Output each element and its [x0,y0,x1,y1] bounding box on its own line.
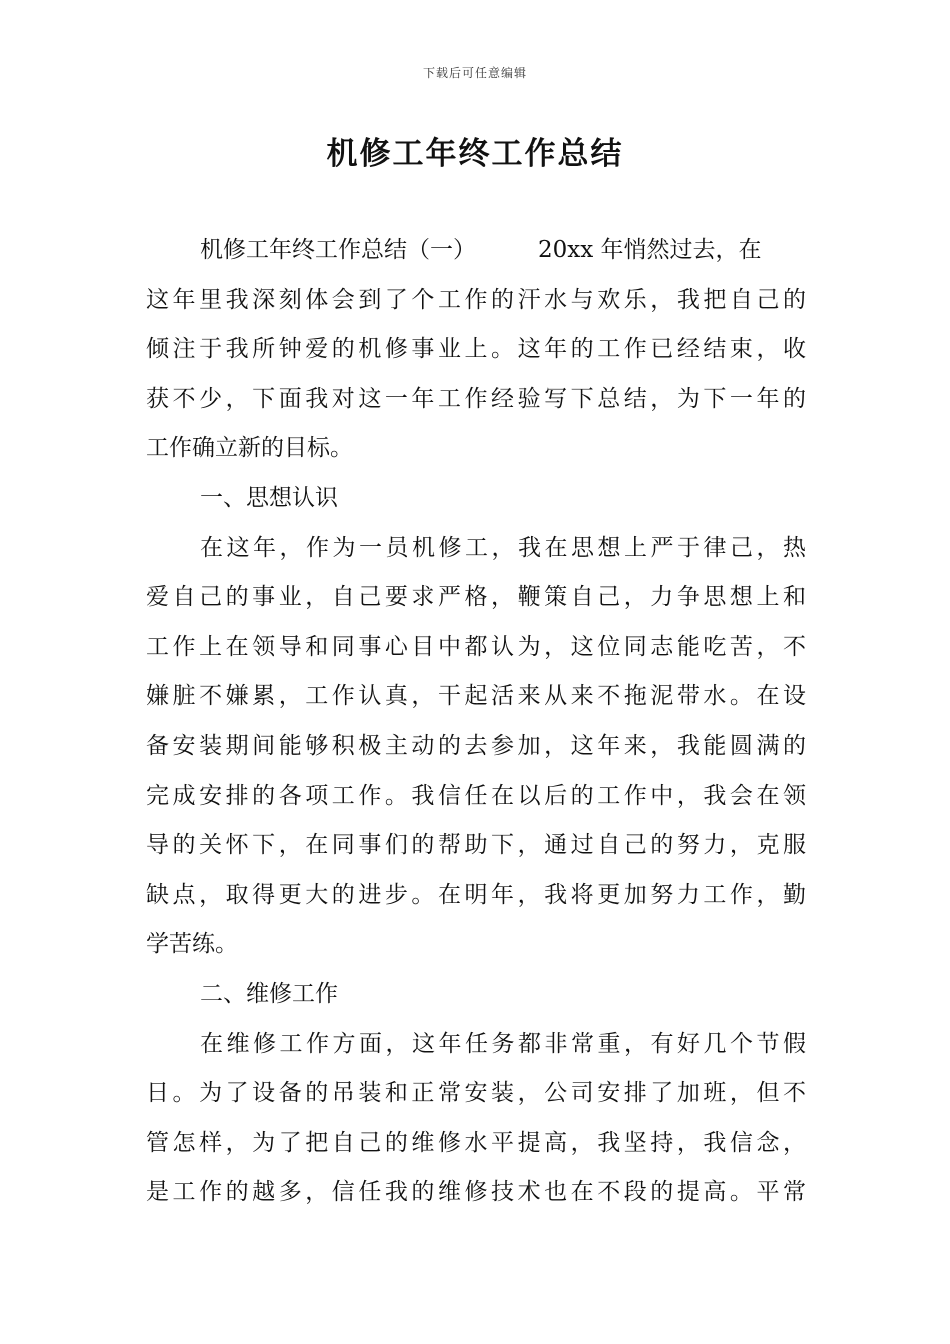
page-header-note: 下载后可任意编辑 [422,66,527,80]
body-line: 是工作的越多，信任我的维修技术也在不段的提高。平常 [146,1179,806,1206]
body-line: 学苦练。 [146,931,238,958]
body-line: 爱自己的事业，自己要求严格，鞭策自己，力争思想上和 [146,584,806,611]
body-line: 嫌脏不嫌累，工作认真，干起活来从来不拖泥带水。在设 [146,683,806,710]
body-line: 工作上在领导和同事心目中都认为，这位同志能吃苦，不 [146,633,806,660]
body-line: 二、维修工作 [200,980,338,1007]
body-line: 这年里我深刻体会到了个工作的汗水与欢乐，我把自己的 [146,286,806,313]
body-line-part: 机修工年终工作总结（一） [200,237,476,263]
body-line [146,226,806,276]
body-line: 在这年，作为一员机修工，我在思想上严于律己，热 [200,534,806,561]
body-line: 一、思想认识 [200,484,338,511]
body-line: 完成安排的各项工作。我信任在以后的工作中，我会在领 [146,782,806,809]
body-line: 导的关怀下，在同事们的帮助下，通过自己的努力，克服 [146,832,806,859]
document-title: 机修工年终工作总结 [326,136,624,172]
body-line: 获不少，下面我对这一年工作经验写下总结，为下一年的 [146,385,806,412]
body-line: 管怎样，为了把自己的维修水平提高，我坚持，我信念， [146,1129,806,1156]
body-line: 工作确立新的目标。 [146,435,353,462]
body-line-part: 20xx 年悄然过去，在 [538,237,762,263]
body-line: 备安装期间能够积极主动的去参加，这年来，我能圆满的 [146,732,806,759]
body-line: 在维修工作方面，这年任务都非常重，有好几个节假 [200,1030,806,1057]
body-line: 倾注于我所钟爱的机修事业上。这年的工作已经结束，收 [146,336,806,363]
body-line: 日。为了设备的吊装和正常安装，公司安排了加班，但不 [146,1080,806,1107]
document-body [146,226,806,1218]
body-line: 缺点，取得更大的进步。在明年，我将更加努力工作，勤 [146,881,806,908]
